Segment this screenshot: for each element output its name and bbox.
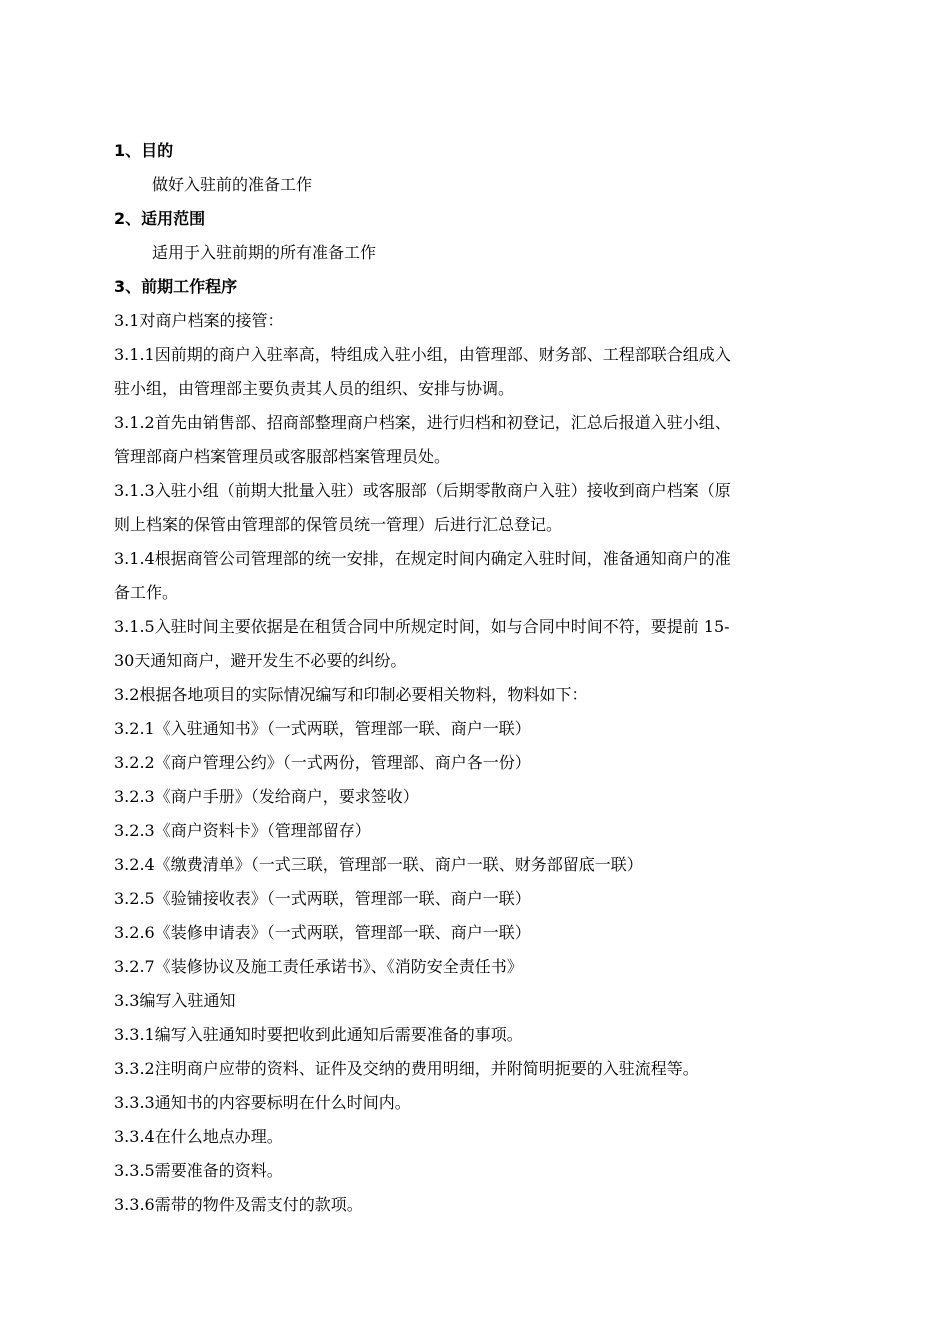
- list-item-3-3-6: 3.3.6需带的物件及需支付的款项。: [114, 1195, 363, 1214]
- list-item-3-2-2: 3.2.2《商户管理公约》（一式两份，管理部、商户各一份）: [114, 753, 531, 772]
- list-item-3-2-6: 3.2.6《装修申请表》（一式两联，管理部一联、商户一联）: [114, 923, 531, 942]
- list-item-3-2-5: 3.2.5《验铺接收表》（一式两联，管理部一联、商户一联）: [114, 889, 531, 908]
- list-item-3-3-5: 3.3.5需要准备的资料。: [114, 1161, 283, 1180]
- list-item-3-3-3: 3.3.3通知书的内容要标明在什么时间内。: [114, 1093, 411, 1112]
- paragraph-3-1-4-a: 3.1.4根据商管公司管理部的统一安排，在规定时间内确定入驻时间，准备通知商户的准: [114, 549, 731, 568]
- document-body: [114, 134, 860, 1222]
- paragraph-3-2: 3.2根据各地项目的实际情况编写和印制必要相关物料，物料如下：: [114, 685, 588, 704]
- paragraph-3-1-3-a: 3.1.3入驻小组（前期大批量入驻）或客服部（后期零散商户入驻）接收到商户档案（原: [114, 481, 731, 500]
- paragraph-3-1-2-a: 3.1.2首先由销售部、招商部整理商户档案，进行归档和初登记，汇总后报道入驻小组、: [114, 413, 731, 432]
- paragraph-3-3: 3.3编写入驻通知: [114, 991, 236, 1010]
- scope-text: 适用于入驻前期的所有准备工作: [152, 243, 377, 262]
- list-item-3-3-1: 3.3.1编写入驻通知时要把收到此通知后需要准备的事项。: [114, 1025, 523, 1044]
- list-item-3-2-1: 3.2.1《入驻通知书》（一式两联，管理部一联、商户一联）: [114, 719, 531, 738]
- section-heading-procedure: 3、前期工作程序: [114, 277, 238, 296]
- section-heading-purpose: 1、目的: [114, 141, 174, 160]
- section-heading-scope: 2、适用范围: [114, 209, 206, 228]
- list-item-3-2-7: 3.2.7《装修协议及施工责任承诺书》、《消防安全责任书》: [114, 957, 523, 976]
- paragraph-3-1-5-a: 3.1.5入驻时间主要依据是在租赁合同中所规定时间，如与合同中时间不符，要提前 15-: [114, 617, 730, 636]
- list-item-3-2-3: 3.2.3《商户手册》（发给商户，要求签收）: [114, 787, 419, 806]
- paragraph-3-1-3-b: 则上档案的保管由管理部的保管员统一管理）后进行汇总登记。: [114, 515, 563, 534]
- paragraph-3-1: 3.1对商户档案的接管：: [114, 311, 284, 330]
- list-item-3-3-4: 3.3.4在什么地点办理。: [114, 1127, 283, 1146]
- list-item-3-2-4: 3.2.4《缴费清单》（一式三联，管理部一联、商户一联、财务部留底一联）: [114, 855, 643, 874]
- list-item-3-3-2: 3.3.2注明商户应带的资料、证件及交纳的费用明细，并附简明扼要的入驻流程等。: [114, 1059, 699, 1078]
- list-item-3-2-3-b: 3.2.3《商户资料卡》（管理部留存）: [114, 821, 371, 840]
- paragraph-3-1-5-b: 30天通知商户，避开发生不必要的纠纷。: [114, 651, 407, 670]
- paragraph-3-1-1-a: 3.1.1因前期的商户入驻率高，特组成入驻小组，由管理部、财务部、工程部联合组成入: [114, 345, 731, 364]
- paragraph-3-1-1-b: 驻小组，由管理部主要负责其人员的组织、安排与协调。: [114, 379, 515, 398]
- paragraph-3-1-2-b: 管理部商户档案管理员或客服部档案管理员处。: [114, 447, 451, 466]
- paragraph-3-1-4-b: 备工作。: [114, 583, 179, 602]
- purpose-text: 做好入驻前的准备工作: [152, 175, 313, 194]
